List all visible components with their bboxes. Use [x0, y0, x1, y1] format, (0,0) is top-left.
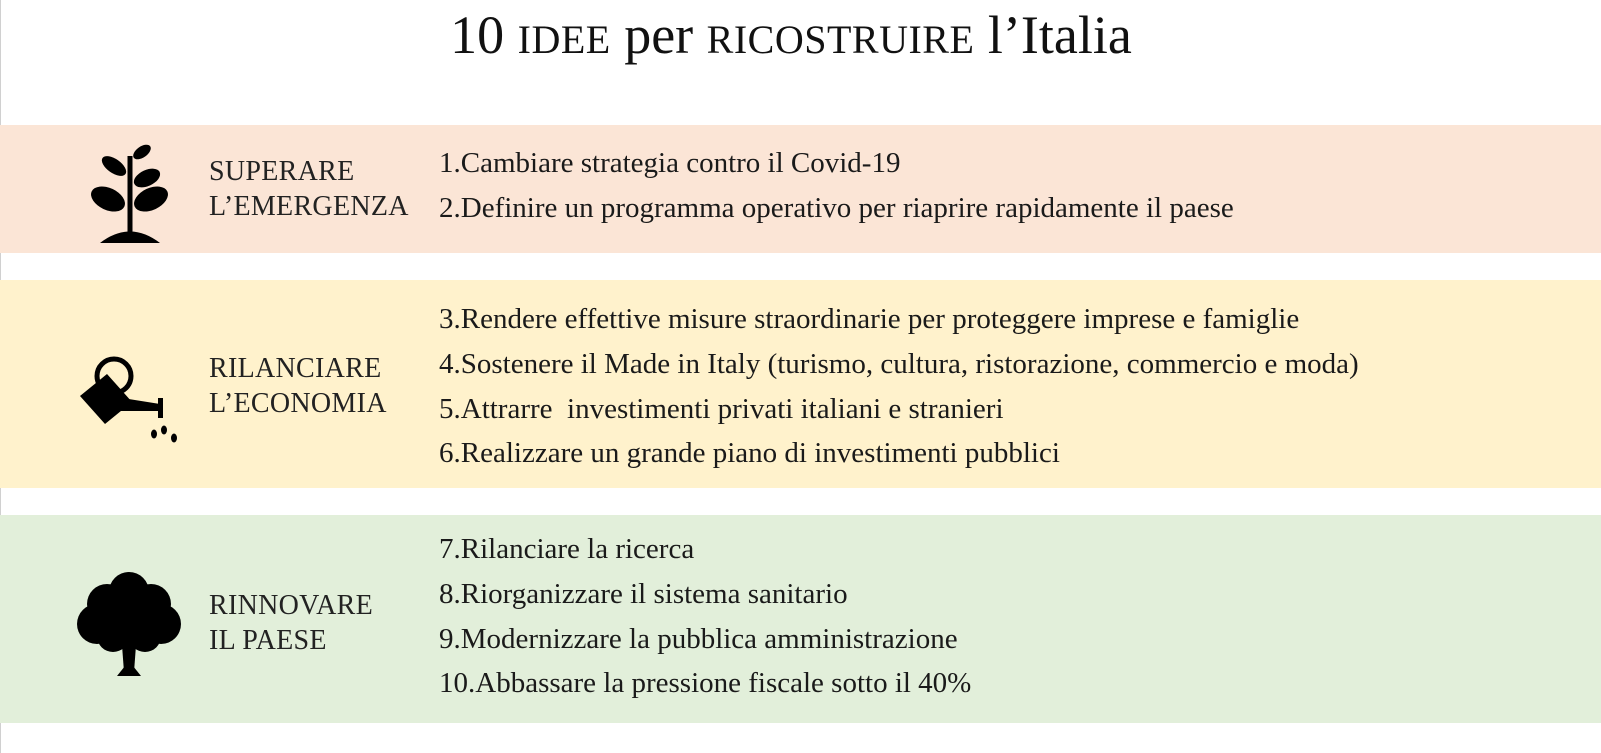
page-title	[0, 2, 1582, 73]
title-word-per: per	[624, 5, 694, 65]
title-word-ricostruire: RICOSTRUIRE	[706, 17, 975, 62]
can-rose	[158, 398, 163, 418]
sprout-leaf-right-lower	[130, 181, 170, 216]
section-label	[209, 154, 409, 224]
idea-item: 5.Attrarre investimenti privati italiani e stranieri	[439, 392, 1004, 425]
sprout-leaf-top	[131, 142, 154, 162]
sprout-soil	[100, 232, 160, 244]
idea-item: 2.Definire un programma operativo per riaprire rapidamente il paese	[439, 191, 1234, 224]
idea-item: 7.Rilanciare la ricerca	[439, 533, 695, 565]
section-label	[209, 351, 387, 421]
label-line-2: L’ECONOMIA	[209, 388, 387, 419]
section-rinnovare-paese	[0, 515, 1601, 723]
watering-can-icon	[80, 354, 180, 446]
title-word-idee: IDEE	[517, 17, 611, 62]
water-drop	[161, 426, 167, 435]
water-drop	[171, 434, 177, 443]
idea-item: 10.Abbassare la pressione fiscale sotto il 40%	[439, 667, 972, 700]
water-drop	[151, 430, 157, 439]
section-rilanciare-economia	[0, 280, 1601, 488]
title-word-italia: l’Italia	[987, 5, 1132, 65]
idea-item: 3.Rendere effettive misure straordinarie per proteggere imprese e famiglie	[439, 303, 1300, 335]
label-line-1: RILANCIARE	[209, 353, 382, 384]
idea-item: 6.Realizzare un grande piano di investimenti pubblici	[439, 437, 1060, 470]
idea-item: 4.Sostenere il Made in Italy (turismo, cultura, ristorazione, commercio e moda)	[439, 347, 1359, 380]
sprout-leaf-left-lower	[90, 181, 129, 216]
idea-list	[439, 527, 971, 706]
tree-crown	[97, 620, 129, 652]
can-spout	[120, 398, 160, 411]
section-label	[209, 588, 373, 658]
section-superare-emergenza	[0, 125, 1601, 253]
tree-crown	[129, 620, 161, 652]
idea-list	[439, 141, 1234, 231]
label-line-2: IL PAESE	[209, 625, 327, 656]
sprout-stem	[128, 156, 133, 238]
label-line-1: SUPERARE	[209, 156, 355, 187]
idea-item: 9.Modernizzare la pubblica amministrazione	[439, 622, 958, 655]
tree-icon	[77, 572, 181, 680]
sprout-leaf-left-upper	[99, 152, 130, 180]
title-number: 10	[450, 5, 505, 65]
idea-item: 1.Cambiare strategia contro il Covid-19	[439, 147, 901, 179]
idea-list	[439, 297, 1359, 476]
sprout-icon	[90, 142, 170, 246]
label-line-2: L’EMERGENZA	[209, 191, 409, 222]
idea-item: 8.Riorganizzare il sistema sanitario	[439, 577, 848, 610]
label-line-1: RINNOVARE	[209, 590, 373, 621]
tree-roots	[117, 666, 141, 676]
